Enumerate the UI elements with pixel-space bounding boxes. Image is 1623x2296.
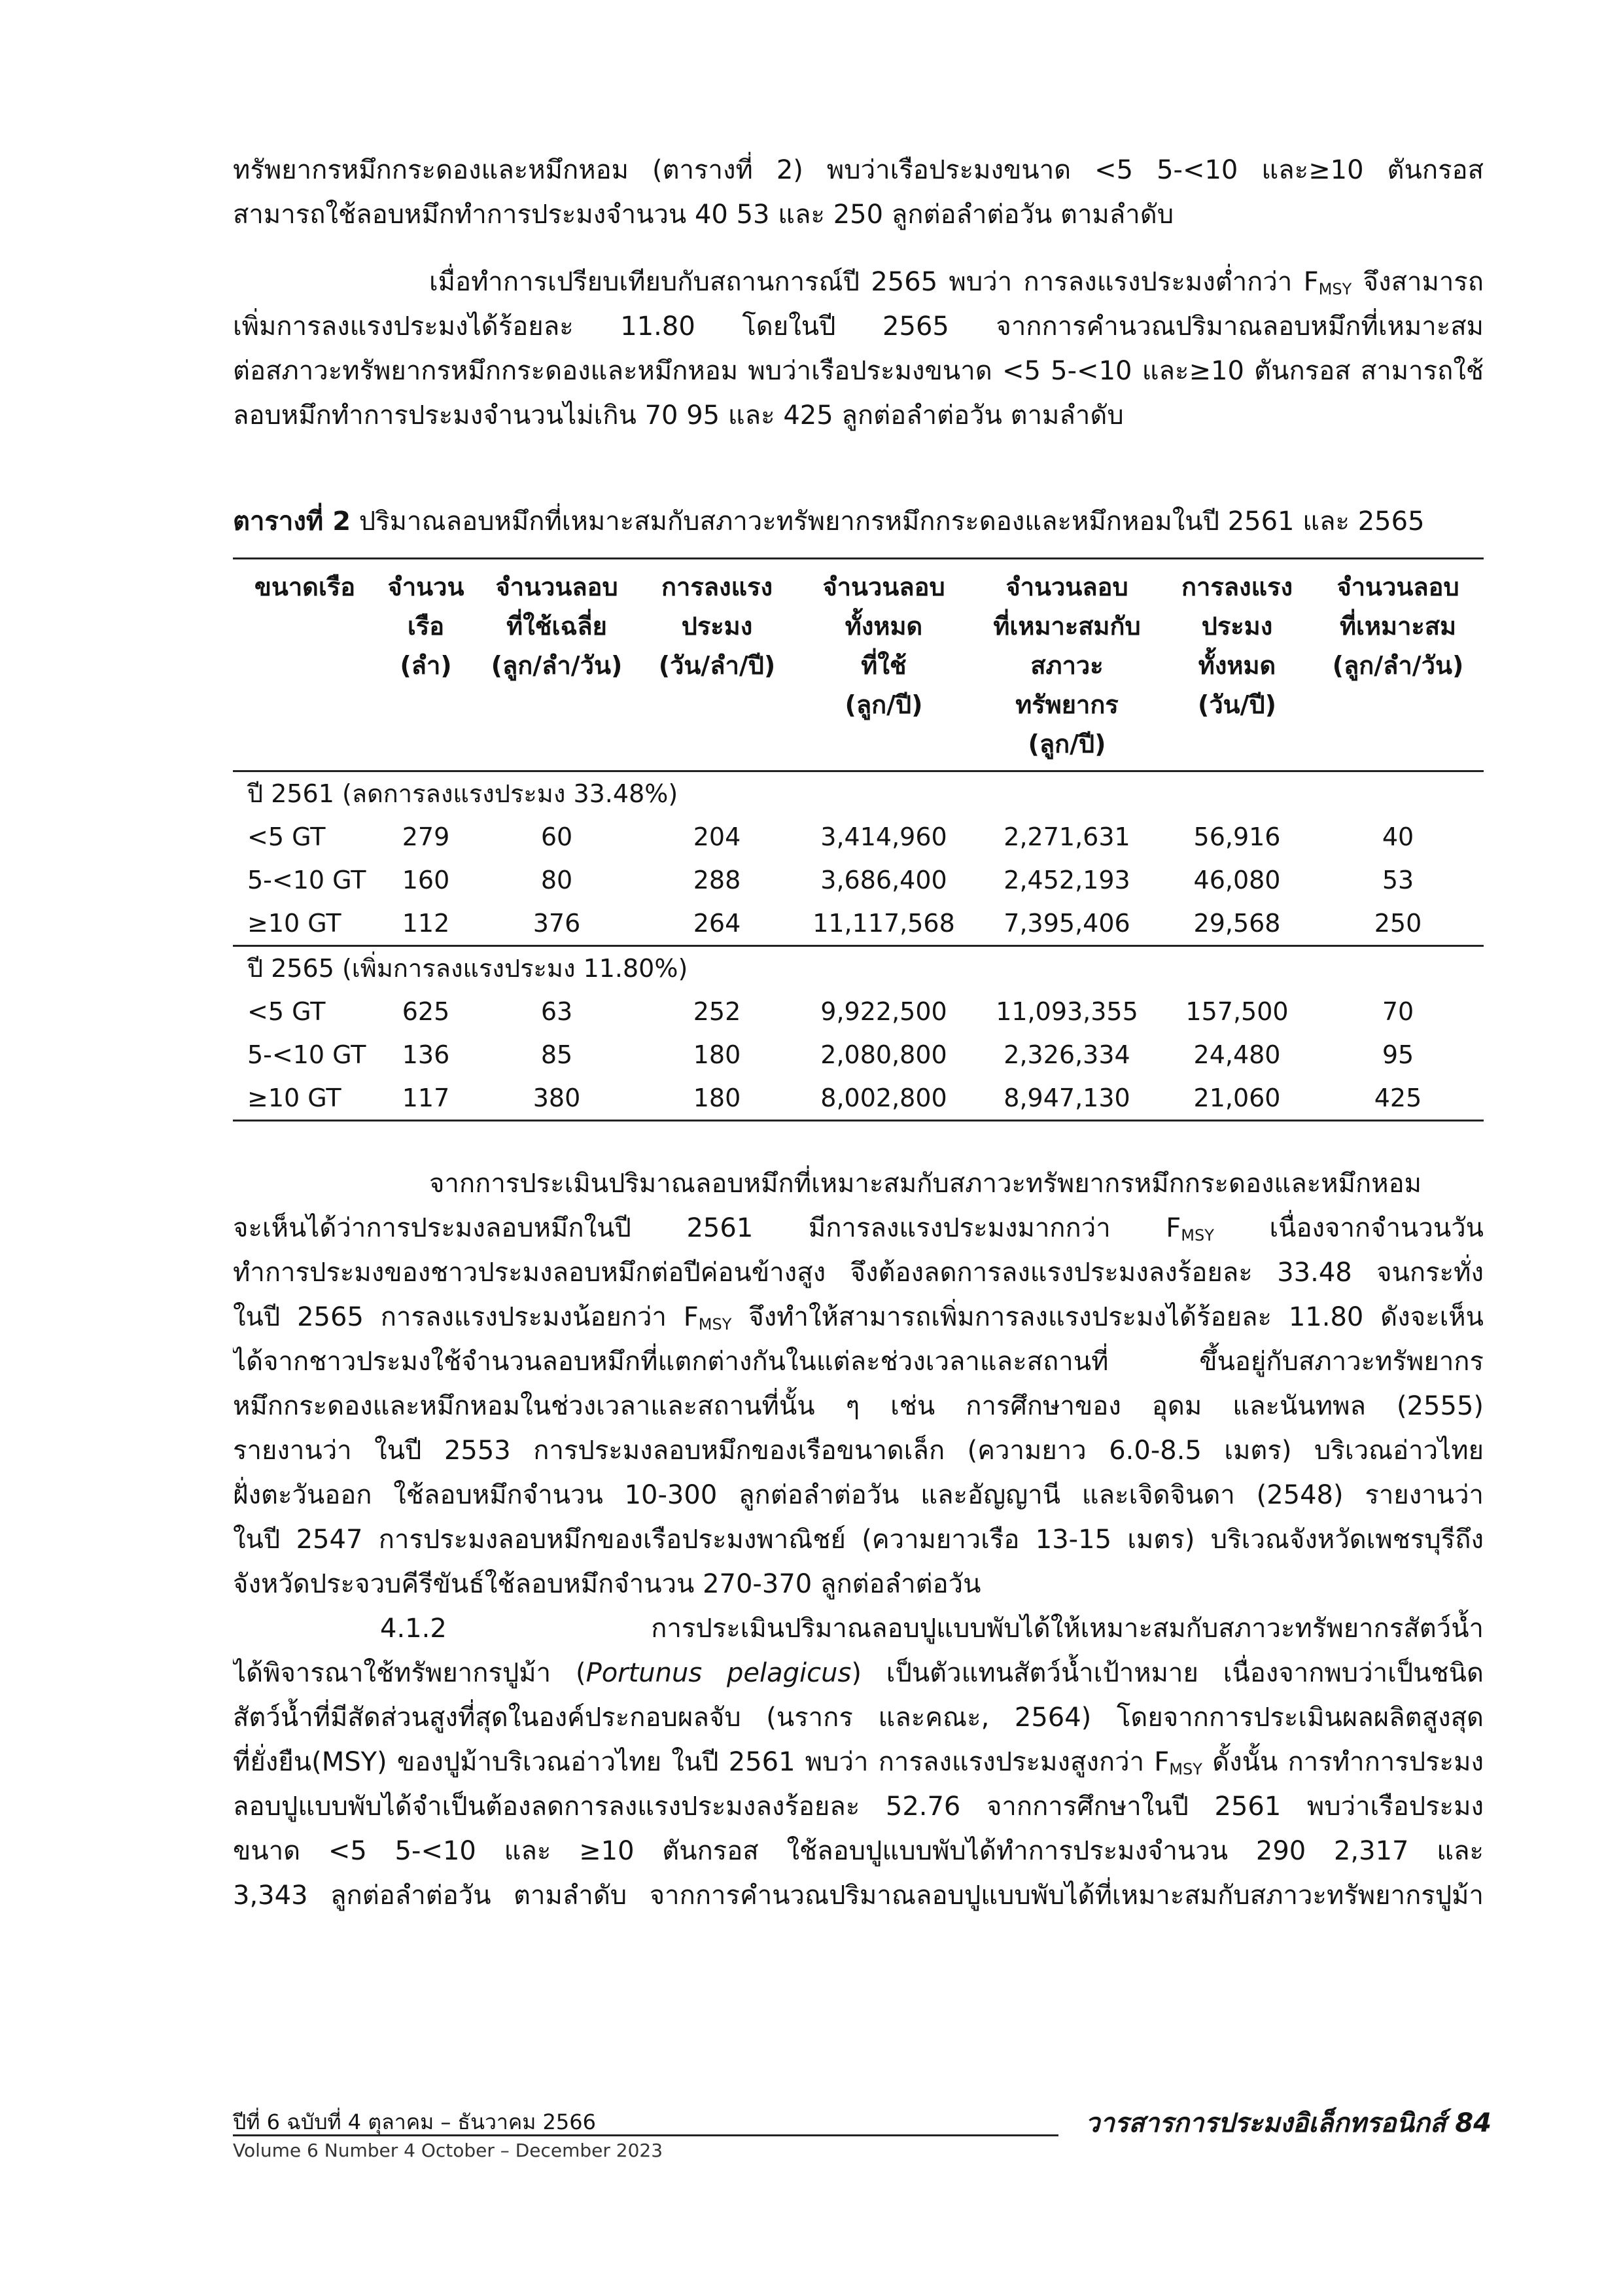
header-line: ประมง xyxy=(1201,612,1273,641)
header-line: เรือ xyxy=(407,612,445,641)
header-line: จำนวนลอบ xyxy=(1336,573,1459,601)
table-group-row xyxy=(233,946,1484,991)
cell: 21,060 xyxy=(1162,1076,1312,1121)
footer-rule xyxy=(233,2134,1058,2136)
text-fragment: เมื่อทำการเปรียบเทียบกับสถานการณ์ปี 2565 พบว่า การลงแรงประมงต่ำกว่า F xyxy=(429,267,1319,297)
cell: 11,093,355 xyxy=(996,997,1138,1026)
header-boat-size xyxy=(233,559,377,771)
cell: 56,916 xyxy=(1193,822,1281,851)
text-line: 3,343 ลูกต่อลำต่อวัน ตามลำดับ จากการคำนวณปริมาณลอบปูแบบพับได้ที่เหมาะสมกับสภาวะทรัพยากรปูม้า xyxy=(233,1881,1484,1911)
table-group-row xyxy=(233,771,1484,816)
cell: 380 xyxy=(475,1076,638,1121)
cell: 70 xyxy=(1382,997,1414,1026)
text-fragment: ได้พิจารณาใช้ทรัพยากรปูม้า ( xyxy=(233,1658,586,1688)
species-name: Portunus pelagicus xyxy=(585,1658,852,1688)
header-line: ทั้งหมด xyxy=(845,612,923,641)
cell: 252 xyxy=(693,997,741,1026)
header-line: (ลูก/ลำ/วัน) xyxy=(491,651,623,680)
cell: 204 xyxy=(693,822,741,851)
text-fragment: ที่ยั่งยืน(MSY) ของปูม้าบริเวณอ่าวไทย ในปี 2561 พบว่า การลงแรงประมงสูงกว่า F xyxy=(233,1747,1170,1777)
cell: 85 xyxy=(540,1040,573,1069)
text-fragment: ดั้งนั้น การทำการประมง xyxy=(1202,1747,1484,1777)
text-line xyxy=(233,1740,1484,1784)
text-line: สัตว์น้ำที่มีสัดส่วนสูงที่สุดในองค์ประกอบผลจับ (นรากร และคณะ, 2564) โดยจากการประเมินผลผลิตสูงสุด xyxy=(233,1703,1484,1733)
cell: <5 GT xyxy=(247,822,326,851)
header-line: ที่ใช้ xyxy=(861,651,907,680)
table-row xyxy=(233,1033,1484,1076)
cell: 29,568 xyxy=(1193,909,1281,938)
cell: 180 xyxy=(638,1076,795,1121)
squid-trap-table xyxy=(233,557,1484,1122)
text-line: รายงานว่า ในปี 2553 การประมงลอบหมึกของเรือขนาดเล็ก (ความยาว 6.0-8.5 เมตร) บริเวณอ่าวไทย xyxy=(233,1436,1484,1466)
text-line: ฝั่งตะวันออก ใช้ลอบหมึกจำนวน 10-300 ลูกต่อลำต่อวัน และอัญญานี และเจิดจินดา (2548) รายงานว่า xyxy=(233,1480,1484,1510)
cell: 112 xyxy=(402,909,450,938)
text-line: จากการประเมินปริมาณลอบหมึกที่เหมาะสมกับสภาวะทรัพยากรหมึกกระดองและหมึกหอม xyxy=(429,1169,1422,1199)
text-line xyxy=(233,260,1484,304)
cell: 53 xyxy=(1382,866,1414,894)
text-fragment: เนื่องจากจำนวนวัน xyxy=(1213,1213,1484,1243)
table-row xyxy=(233,902,1484,946)
cell: ≥10 GT xyxy=(247,909,341,938)
header-line: (ลำ) xyxy=(400,651,452,680)
msy-subscript: MSY xyxy=(1181,1226,1214,1245)
header-total-effort xyxy=(1162,559,1312,771)
table-row xyxy=(233,858,1484,902)
text-line: ต่อสภาวะทรัพยากรหมึกกระดองและหมึกหอม พบว่าเรือประมงขนาด <5 5-<10 และ≥10 ตันกรอส สามารถใช้ xyxy=(233,356,1484,386)
cell: 5-<10 GT xyxy=(247,1040,366,1069)
text-line: ทรัพยากรหมึกกระดองและหมึกหอม (ตารางที่ 2) พบว่าเรือประมงขนาด <5 5-<10 และ≥10 ตันกรอส xyxy=(233,155,1484,185)
header-avg-traps xyxy=(475,559,638,771)
text-line xyxy=(233,1651,1484,1695)
cell: 288 xyxy=(693,866,741,894)
cell: 157,500 xyxy=(1185,997,1289,1026)
paragraph-assessment xyxy=(233,1161,1484,1606)
group-title-2565: ปี 2565 (เพิ่มการลงแรงประมง 11.80%) xyxy=(233,946,1484,991)
text-line xyxy=(233,1295,1484,1339)
header-total-traps-used xyxy=(795,559,972,771)
cell: 425 xyxy=(1312,1076,1484,1121)
cell: 250 xyxy=(1374,909,1422,938)
cell: 8,002,800 xyxy=(795,1076,972,1121)
header-line: จำนวนลอบ xyxy=(1005,573,1128,601)
cell: 2,271,631 xyxy=(1003,822,1130,851)
msy-subscript: MSY xyxy=(698,1315,732,1333)
header-line: ขนาดเรือ xyxy=(254,573,356,601)
header-line: จำนวนลอบ xyxy=(822,573,945,601)
header-line: (วัน/ปี) xyxy=(1197,690,1277,719)
paragraph-crab-trap xyxy=(233,1606,1484,1918)
text-fragment: ) เป็นตัวแทนสัตว์น้ำเป้าหมาย เนื่องจากพบว่าเป็นชนิด xyxy=(851,1658,1484,1688)
msy-subscript: MSY xyxy=(1318,280,1352,298)
text-line: จังหวัดประจวบคีรีขันธ์ใช้ลอบหมึกจำนวน 270-370 ลูกต่อลำต่อวัน xyxy=(233,1569,981,1599)
header-line: ทรัพยากร xyxy=(1015,690,1119,719)
text-line xyxy=(233,1206,1484,1250)
header-line: การลงแรง xyxy=(661,573,773,601)
cell: 2,080,800 xyxy=(820,1040,947,1069)
table-header-row xyxy=(233,559,1484,771)
cell: 46,080 xyxy=(1193,866,1281,894)
text-line: ลอบปูแบบพับได้จำเป็นต้องลดการลงแรงประมงลงร้อยละ 52.76 จากการศึกษาในปี 2561 พบว่าเรือประมง xyxy=(233,1792,1484,1822)
text-fragment: จึงทำให้สามารถเพิ่มการลงแรงประมงได้ร้อยละ 11.80 ดังจะเห็น xyxy=(731,1302,1484,1332)
cell: 24,480 xyxy=(1193,1040,1281,1069)
cell: 9,922,500 xyxy=(820,997,947,1026)
text-line: เพิ่มการลงแรงประมงได้ร้อยละ 11.80 โดยในปี 2565 จากการคำนวณปริมาณลอบหมึกที่เหมาะสม xyxy=(233,311,1484,342)
cell: 7,395,406 xyxy=(1003,909,1130,938)
cell: 2,452,193 xyxy=(1003,866,1130,894)
table-row xyxy=(233,1076,1484,1121)
header-line: (วัน/ลำ/ปี) xyxy=(658,651,776,680)
cell: 3,686,400 xyxy=(820,866,947,894)
text-fragment: จึงสามารถ xyxy=(1352,267,1484,297)
table-row xyxy=(233,990,1484,1033)
header-fishing-effort xyxy=(638,559,795,771)
header-line: ประมง xyxy=(681,612,753,641)
paragraph-comparison-2565 xyxy=(233,260,1484,438)
cell: 5-<10 GT xyxy=(247,866,366,894)
header-line: จำนวน xyxy=(387,573,464,601)
cell: 117 xyxy=(377,1076,475,1121)
header-line: จำนวนลอบ xyxy=(495,573,618,601)
cell: 8,947,130 xyxy=(972,1076,1162,1121)
cell: ≥10 GT xyxy=(233,1076,377,1121)
msy-subscript: MSY xyxy=(1169,1760,1202,1778)
text-line: ทำการประมงของชาวประมงลอบหมึกต่อปีค่อนข้างสูง จึงต้องลดการลงแรงประมงลงร้อยละ 33.48 จนกระทั่ง xyxy=(233,1258,1484,1288)
text-line: หมึกกระดองและหมึกหอมในช่วงเวลาและสถานที่นั้น ๆ เช่น การศึกษาของ อุดม และนันทพล (2555) xyxy=(233,1391,1484,1421)
cell: 95 xyxy=(1382,1040,1414,1069)
cell: 264 xyxy=(693,909,741,938)
cell: 180 xyxy=(693,1040,741,1069)
text-line: ลอบหมึกทำการประมงจำนวนไม่เกิน 70 95 และ 425 ลูกต่อลำต่อวัน ตามลำดับ xyxy=(233,400,1124,431)
header-line: ทั้งหมด xyxy=(1198,651,1276,680)
cell: 160 xyxy=(402,866,450,894)
table-caption-label: ตารางที่ 2 xyxy=(233,506,351,537)
top-paragraph xyxy=(233,148,1484,237)
cell: 40 xyxy=(1382,822,1414,851)
journal-name: วารสารการประมงอิเล็กทรอนิกส์ xyxy=(1085,2108,1446,2138)
text-line: ได้จากชาวประมงใช้จำนวนลอบหมึกที่แตกต่างกันในแต่ละช่วงเวลาและสถานที่ ขึ้นอยู่กับสภาวะทรัพยากร xyxy=(233,1347,1484,1377)
table-row xyxy=(233,815,1484,858)
cell: 376 xyxy=(532,909,581,938)
text-line: ขนาด <5 5-<10 และ ≥10 ตันกรอส ใช้ลอบปูแบบพับได้ทำการประมงจำนวน 290 2,317 และ xyxy=(233,1836,1484,1866)
cell: 3,414,960 xyxy=(820,822,947,851)
cell: 63 xyxy=(540,997,573,1026)
header-suitable-traps-resource xyxy=(972,559,1162,771)
cell: 279 xyxy=(402,822,450,851)
header-line: ที่เหมาะสม xyxy=(1339,612,1457,641)
header-line: สภาวะ xyxy=(1030,651,1104,680)
cell: 2,326,334 xyxy=(1003,1040,1130,1069)
text-fragment: จะเห็นได้ว่าการประมงลอบหมึกในปี 2561 มีการลงแรงประมงมากกว่า F xyxy=(233,1213,1181,1243)
footer-issue-english: Volume 6 Number 4 October – December 2023 xyxy=(233,2140,663,2161)
text-line: ในปี 2547 การประมงลอบหมึกของเรือประมงพาณิชย์ (ความยาวเรือ 13-15 เมตร) บริเวณจังหวัดเพชรบุรีถึง xyxy=(233,1525,1484,1555)
header-suitable-traps-per-day xyxy=(1312,559,1484,771)
text-line: 4.1.2 การประเมินปริมาณลอบปูแบบพับได้ให้เหมาะสมกับสภาวะทรัพยากรสัตว์น้ำ xyxy=(380,1614,1484,1644)
header-line: การลงแรง xyxy=(1181,573,1293,601)
cell: 136 xyxy=(402,1040,450,1069)
text-fragment: ในปี 2565 การลงแรงประมงน้อยกว่า F xyxy=(233,1302,699,1332)
text-line: สามารถใช้ลอบหมึกทำการประมงจำนวน 40 53 และ 250 ลูกต่อลำต่อวัน ตามลำดับ xyxy=(233,200,1174,230)
table-caption xyxy=(233,501,1484,542)
cell: 625 xyxy=(402,997,450,1026)
header-boat-count xyxy=(377,559,475,771)
header-line: (ลูก/ปี) xyxy=(1028,730,1106,758)
footer-journal xyxy=(1073,2102,1492,2144)
footer-issue-thai: ปีที่ 6 ฉบับที่ 4 ตุลาคม – ธันวาคม 2566 xyxy=(233,2110,596,2134)
header-line: ที่ใช้เฉลี่ย xyxy=(506,612,607,641)
header-line: (ลูก/ลำ/วัน) xyxy=(1332,651,1464,680)
cell: 80 xyxy=(540,866,573,894)
page-number: 84 xyxy=(1455,2108,1492,2138)
cell: 11,117,568 xyxy=(812,909,955,938)
header-line: (ลูก/ปี) xyxy=(845,690,923,719)
header-line: ที่เหมาะสมกับ xyxy=(993,612,1141,641)
cell: <5 GT xyxy=(247,997,326,1026)
cell: 60 xyxy=(540,822,573,851)
table-caption-text: ปริมาณลอบหมึกที่เหมาะสมกับสภาวะทรัพยากรหมึกกระดองและหมึกหอมในปี 2561 และ 2565 xyxy=(351,506,1425,537)
group-title-2561: ปี 2561 (ลดการลงแรงประมง 33.48%) xyxy=(247,779,678,808)
